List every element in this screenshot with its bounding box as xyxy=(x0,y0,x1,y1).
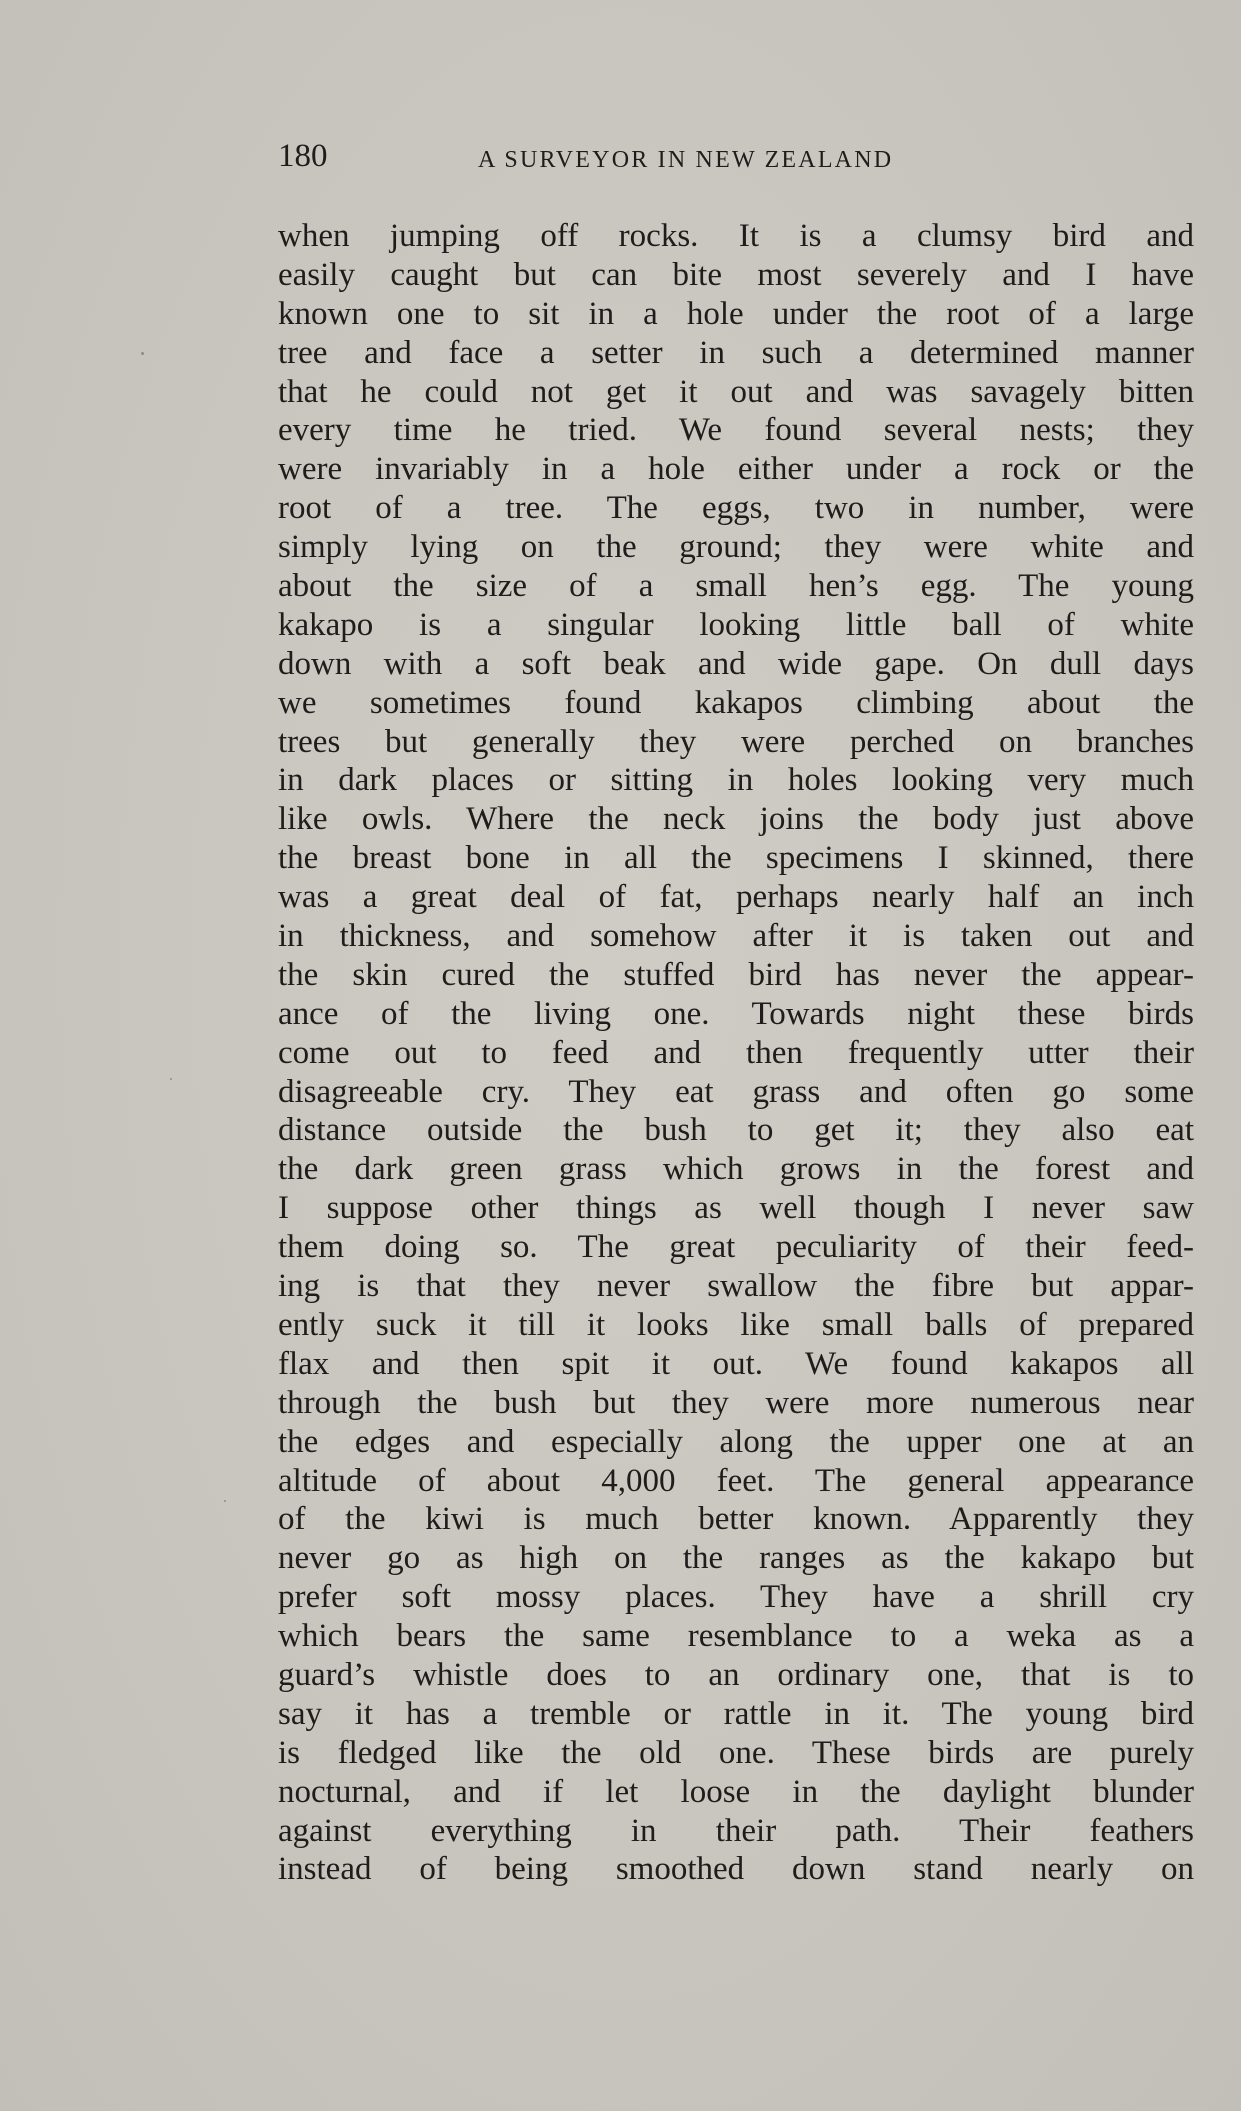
text-line: instead of being smoothed down stand nearly on xyxy=(278,1851,1194,1888)
text-line: about the size of a small hen’s egg. The young xyxy=(278,568,1194,605)
text-line: the breast bone in all the specimens I skinned, there xyxy=(278,840,1194,877)
text-line: trees but generally they were perched on branches xyxy=(278,723,1194,760)
text-line: the dark green grass which grows in the forest and xyxy=(278,1151,1194,1188)
running-head: A SURVEYOR IN NEW ZEALAND xyxy=(478,147,894,173)
text-line: every time he tried. We found several nests; they xyxy=(278,412,1194,449)
page-header xyxy=(278,136,1198,186)
text-line: easily caught but can bite most severely and I have xyxy=(278,256,1194,293)
text-line: I suppose other things as well though I never saw xyxy=(278,1190,1194,1227)
page-number: 180 xyxy=(278,138,328,174)
text-line: simply lying on the ground; they were white and xyxy=(278,529,1194,566)
paper-speck xyxy=(224,1500,226,1502)
text-line: that he could not get it out and was savagely bitten xyxy=(278,373,1194,410)
text-line: like owls. Where the neck joins the body just above xyxy=(278,801,1194,838)
text-line: down with a soft beak and wide gape. On dull days xyxy=(278,645,1194,682)
text-line: tree and face a setter in such a determined manner xyxy=(278,334,1194,371)
text-line: altitude of about 4,000 feet. The general appearance xyxy=(278,1462,1194,1499)
text-line: of the kiwi is much better known. Apparently they xyxy=(278,1501,1194,1538)
text-line: was a great deal of fat, perhaps nearly half an inch xyxy=(278,879,1194,916)
text-line: come out to feed and then frequently utter their xyxy=(278,1034,1194,1071)
text-line: disagreeable cry. They eat grass and often go some xyxy=(278,1073,1194,1110)
text-line: ently suck it till it looks like small balls of prepared xyxy=(278,1306,1194,1343)
text-line: in thickness, and somehow after it is taken out and xyxy=(278,918,1194,955)
text-line: kakapo is a singular looking little ball of white xyxy=(278,606,1194,643)
text-line: known one to sit in a hole under the root of a large xyxy=(278,295,1194,332)
text-line: against everything in their path. Their feathers xyxy=(278,1812,1194,1849)
text-line: ing is that they never swallow the fibre but appar- xyxy=(278,1268,1194,1305)
text-line: ance of the living one. Towards night these birds xyxy=(278,995,1194,1032)
text-line: root of a tree. The eggs, two in number, were xyxy=(278,490,1194,527)
text-line: the edges and especially along the upper one at an xyxy=(278,1423,1194,1460)
text-line: guard’s whistle does to an ordinary one, that is to xyxy=(278,1656,1194,1693)
text-line: the skin cured the stuffed bird has never the appear- xyxy=(278,956,1194,993)
text-line: which bears the same resemblance to a weka as a xyxy=(278,1618,1194,1655)
text-line: in dark places or sitting in holes looking very much xyxy=(278,762,1194,799)
text-line: never go as high on the ranges as the kakapo but xyxy=(278,1540,1194,1577)
text-line: flax and then spit it out. We found kakapos all xyxy=(278,1345,1194,1382)
text-line: them doing so. The great peculiarity of their feed- xyxy=(278,1229,1194,1266)
body-text xyxy=(278,217,1194,1889)
paper-speck xyxy=(170,1078,172,1080)
text-line: say it has a tremble or rattle in it. The young bird xyxy=(278,1695,1194,1732)
text-line: when jumping off rocks. It is a clumsy bird and xyxy=(278,218,1194,254)
text-line: is fledged like the old one. These birds are purely xyxy=(278,1734,1194,1771)
text-line: distance outside the bush to get it; they also eat xyxy=(278,1112,1194,1149)
text-line: nocturnal, and if let loose in the daylight blunder xyxy=(278,1773,1194,1810)
text-line: were invariably in a hole either under a rock or the xyxy=(278,451,1194,488)
paper-speck xyxy=(141,352,144,355)
text-line: we sometimes found kakapos climbing about the xyxy=(278,684,1194,721)
text-line: prefer soft mossy places. They have a shrill cry xyxy=(278,1579,1194,1616)
text-line: through the bush but they were more numerous near xyxy=(278,1384,1194,1421)
